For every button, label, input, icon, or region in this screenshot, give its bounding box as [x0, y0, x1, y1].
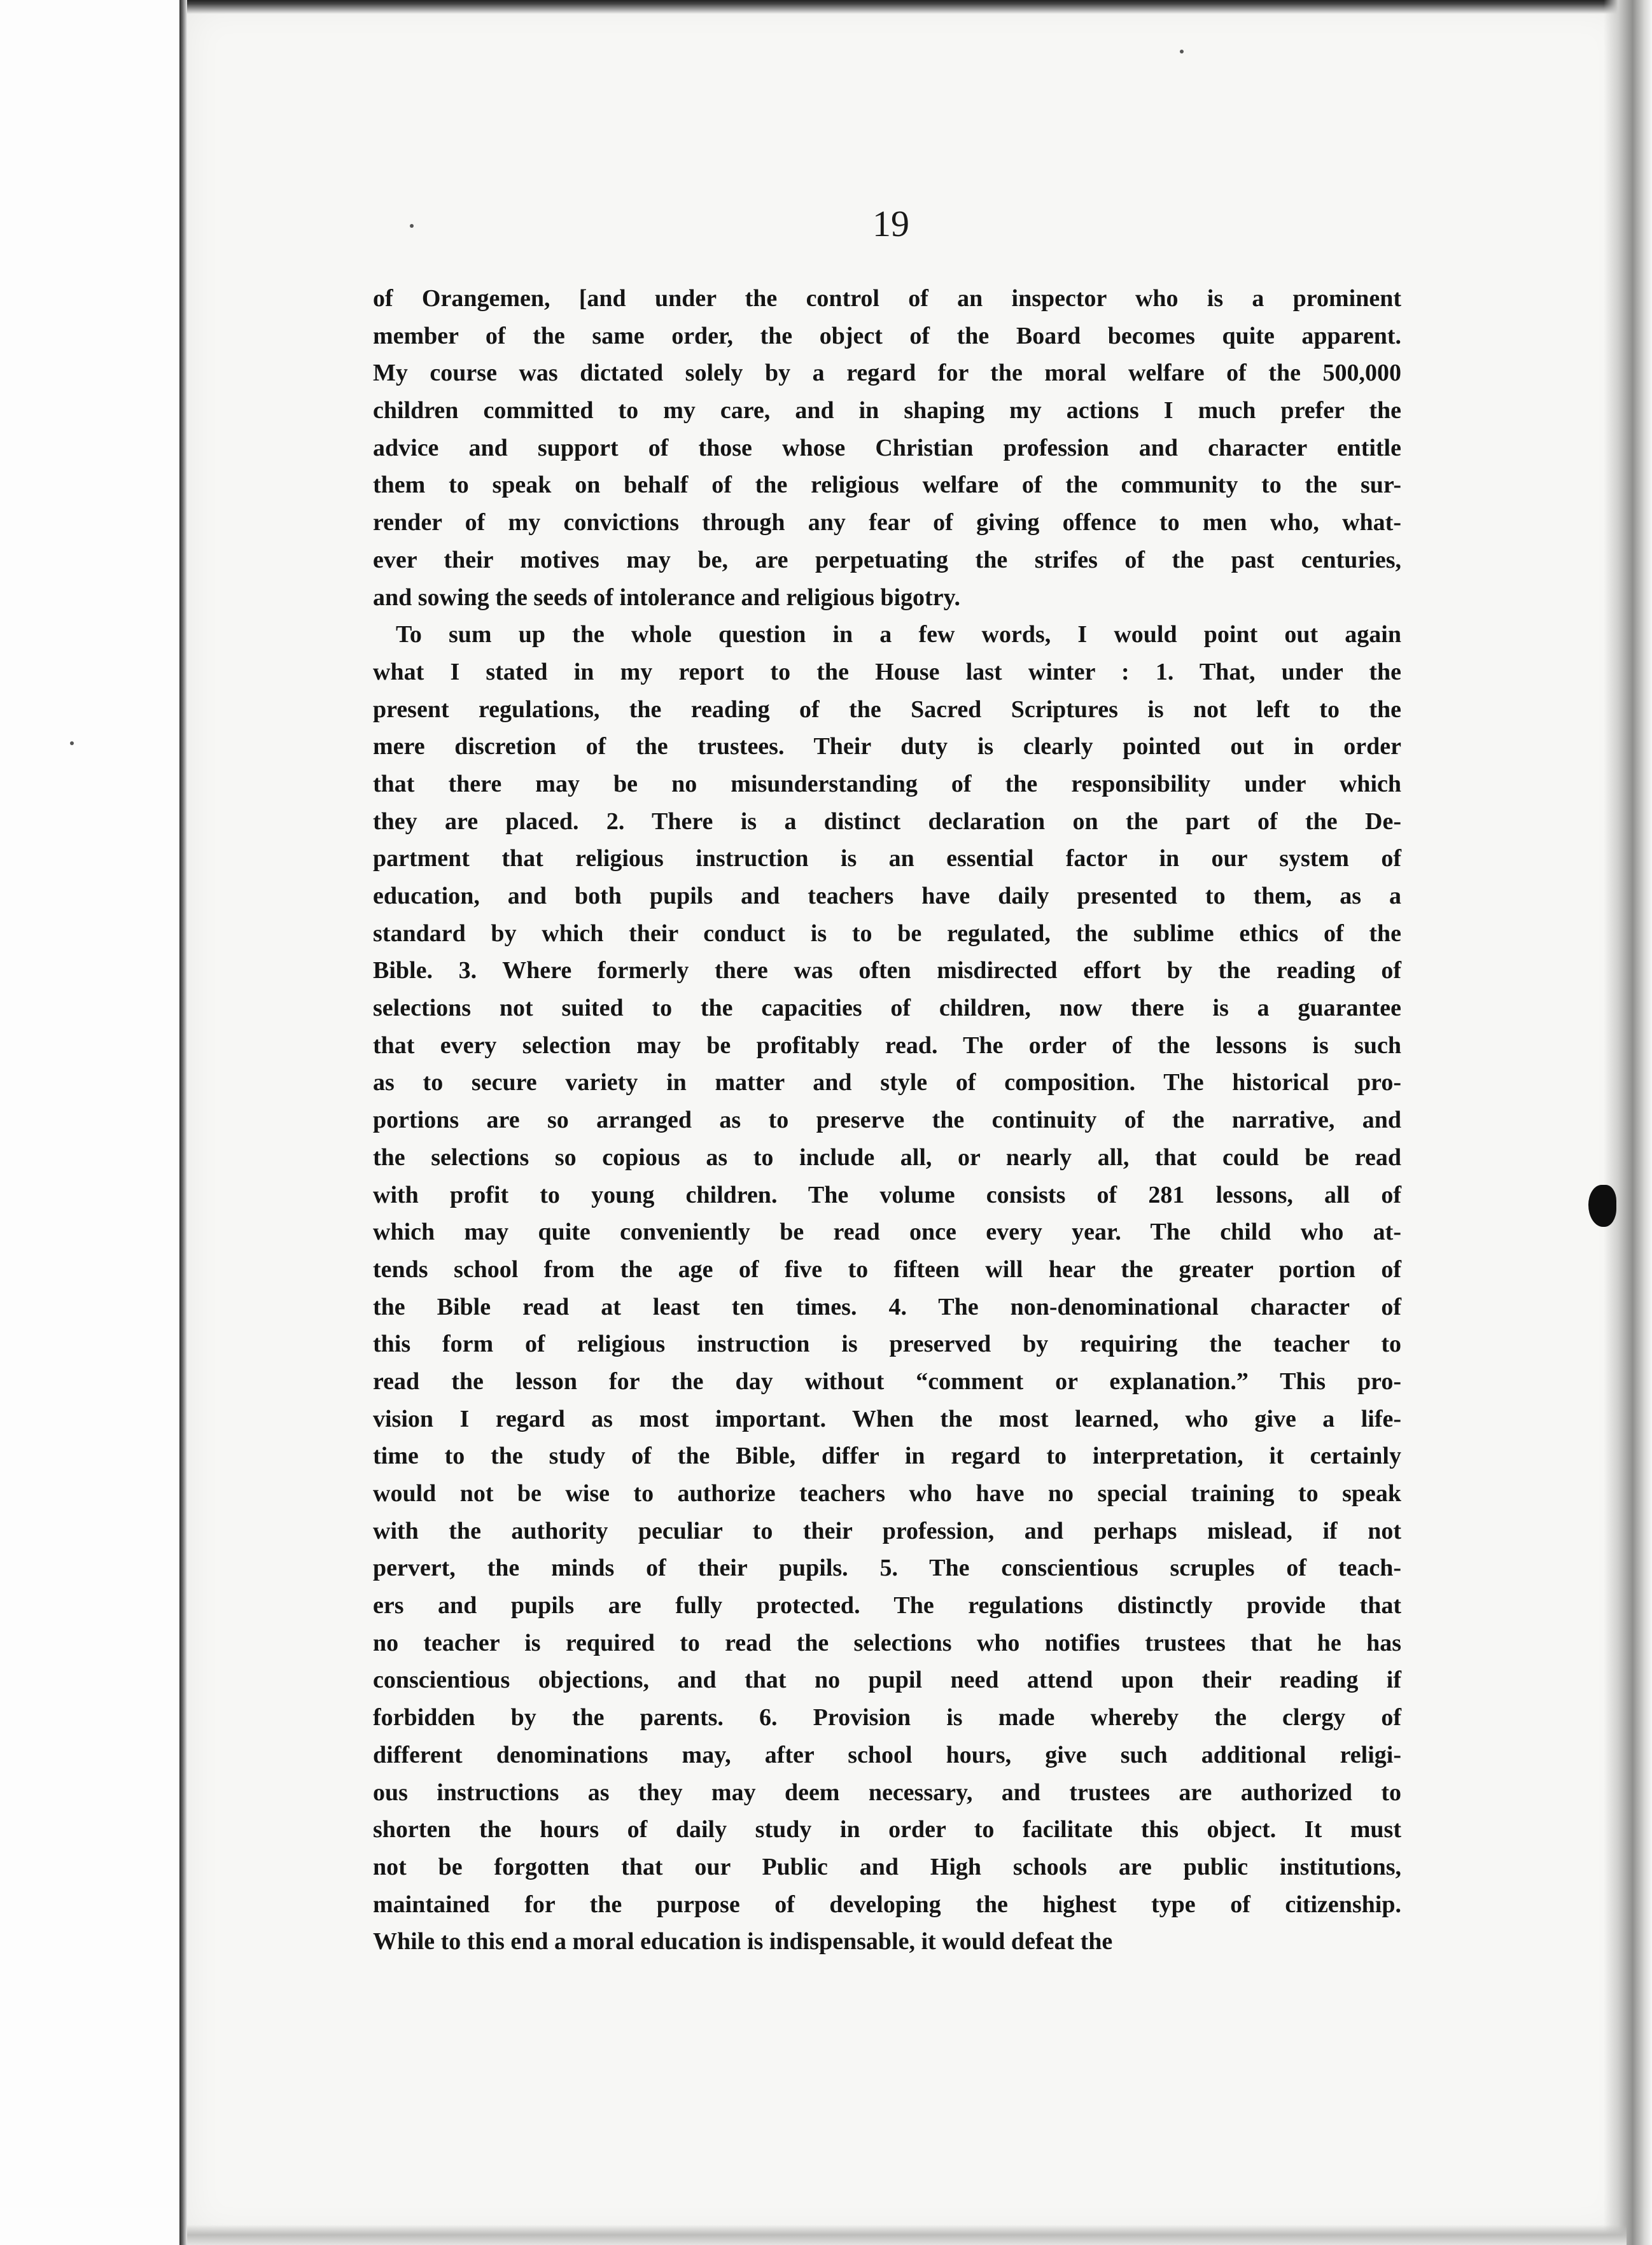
binding-edge: [179, 0, 187, 2245]
text-line: would not be wise to authorize teachers who have no special training to speak: [373, 1480, 1401, 1507]
text-line: this form of religious instruction is preserved by requiring the teacher to: [373, 1331, 1401, 1358]
text-line: education, and both pupils and teachers have daily presented to them, as a: [373, 883, 1401, 909]
text-line: different denominations may, after school hours, give such additional religi-: [373, 1741, 1401, 1768]
text-line: present regulations, the reading of the Sacred Scriptures is not left to the: [373, 696, 1401, 723]
top-page-edge: [187, 0, 1632, 14]
text-line: portions are so arranged as to preserve the continuity of the narrative, and: [373, 1107, 1401, 1134]
text-line: ous instructions as they may deem necessary, and trustees are authorized to: [373, 1779, 1401, 1806]
text-line: To sum up the whole question in a few words, I would point out again: [396, 621, 1401, 648]
text-line: advice and support of those whose Christian profession and character entitle: [373, 434, 1401, 461]
text-line: that every selection may be profitably read. The order of the lessons is such: [373, 1032, 1401, 1059]
text-line: and sowing the seeds of intolerance and religious bigotry.: [373, 584, 960, 611]
paragraph: [373, 616, 1401, 1961]
text-line: Bible. 3. Where formerly there was often misdirected effort by the reading of: [373, 957, 1401, 984]
text-line: no teacher is required to read the selections who notifies trustees that he has: [373, 1629, 1401, 1656]
left-margin: [0, 0, 178, 2245]
text-line: mere discretion of the trustees. Their duty is clearly pointed out in order: [373, 733, 1401, 760]
text-line: ers and pupils are fully protected. The regulations distinctly provide that: [373, 1592, 1401, 1619]
ink-blot: [1588, 1185, 1616, 1227]
dust-speck: [410, 224, 414, 228]
text-line: the selections so copious as to include all, or nearly all, that could be read: [373, 1143, 1401, 1171]
text-line: not be forgotten that our Public and High schools are public institutions,: [373, 1853, 1401, 1880]
text-line: time to the study of the Bible, differ in regard to interpretation, it certainly: [373, 1443, 1401, 1470]
text-line: tends school from the age of five to fifteen will hear the greater portion of: [373, 1255, 1401, 1283]
text-line: member of the same order, the object of the Board becomes quite apparent.: [373, 322, 1401, 349]
text-line: of Orangemen, [and under the control of an inspector who is a prominent: [373, 285, 1401, 312]
text-line: children committed to my care, and in shaping my actions I much prefer the: [373, 397, 1401, 424]
text-line: they are placed. 2. There is a distinct declaration on the part of the De-: [373, 808, 1401, 835]
text-line: partment that religious instruction is an essential factor in our system of: [373, 845, 1401, 872]
text-line: as to secure variety in matter and style of composition. The historical pro-: [373, 1069, 1401, 1096]
text-line: render of my convictions through any fear of giving offence to men who, what-: [373, 509, 1401, 536]
text-line: with profit to young children. The volume consists of 281 lessons, all of: [373, 1181, 1401, 1208]
text-line: conscientious objections, and that no pupil need attend upon their reading if: [373, 1667, 1401, 1694]
dust-speck: [1180, 50, 1184, 53]
text-line: vision I regard as most important. When the most learned, who give a life-: [373, 1405, 1401, 1432]
text-line: ever their motives may be, are perpetuating the strifes of the past centuries,: [373, 546, 1401, 573]
text-line: the Bible read at least ten times. 4. The non-denominational character of: [373, 1293, 1401, 1320]
text-line: My course was dictated solely by a regard for the moral welfare of the 500,000: [373, 360, 1401, 387]
text-line: While to this end a moral education is indispensable, it would defeat the: [373, 1928, 1113, 1955]
right-page-edge: [1604, 0, 1652, 2245]
text-line: pervert, the minds of their pupils. 5. The conscientious scruples of teach-: [373, 1555, 1401, 1582]
body-text: [373, 280, 1401, 1961]
text-line: maintained for the purpose of developing the highest type of citizenship.: [373, 1891, 1401, 1918]
text-line: that there may be no misunderstanding of the responsibility under which: [373, 770, 1401, 797]
text-line: selections not suited to the capacities of children, now there is a guarantee: [373, 995, 1401, 1022]
paragraph: [373, 280, 1401, 616]
text-line: standard by which their conduct is to be regulated, the sublime ethics of the: [373, 920, 1401, 947]
text-line: forbidden by the parents. 6. Provision is made whereby the clergy of: [373, 1704, 1401, 1731]
text-line: them to speak on behalf of the religious welfare of the community to the sur-: [373, 472, 1401, 499]
text-line: read the lesson for the day without “comment or explanation.” This pro-: [373, 1367, 1401, 1395]
dust-speck: [70, 741, 74, 745]
page-number: 19: [872, 203, 909, 244]
text-line: shorten the hours of daily study in order to facilitate this object. It must: [373, 1816, 1401, 1843]
text-line: which may quite conveniently be read once every year. The child who at-: [373, 1219, 1401, 1246]
bottom-page-edge: [187, 2225, 1627, 2245]
text-line: what I stated in my report to the House last winter : 1. That, under the: [373, 658, 1401, 685]
text-line: with the authority peculiar to their profession, and perhaps mislead, if not: [373, 1517, 1401, 1544]
